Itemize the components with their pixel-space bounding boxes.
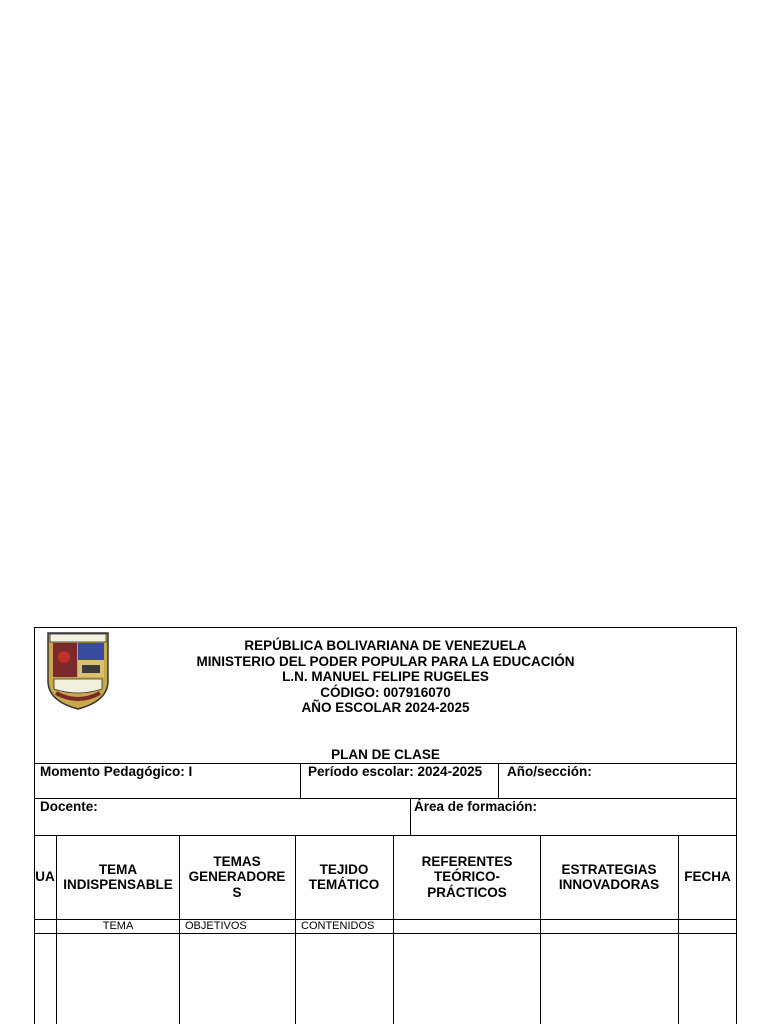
column-divider [295,835,296,1024]
divider [300,763,301,799]
header-fecha: FECHA [684,869,731,885]
subheader-objetivos: OBJETIVOS [185,920,247,932]
periodo-label: Período escolar: 2024-2025 [308,764,483,779]
header-tejido-tematico: TEJIDO TEMÁTICO [308,861,380,892]
header-line-republic: REPÚBLICA BOLIVARIANA DE VENEZUELA [244,638,527,653]
column-divider [179,835,180,1024]
border-top [34,627,737,628]
column-divider [540,835,541,1024]
header-line-year: AÑO ESCOLAR 2024-2025 [301,700,470,715]
header-temas-generadores: TEMAS GENERADORE S [188,853,286,900]
header-ua: UA [35,869,55,885]
plan-title: PLAN DE CLASE [331,747,440,762]
header-estrategias: ESTRATEGIAS INNOVADORAS [558,861,660,892]
divider [34,933,737,934]
anio-seccion-label: Año/sección: [507,764,592,779]
header-line-code: CÓDIGO: 007916070 [320,684,451,700]
divider [410,798,411,836]
header-tema-indispensable: TEMA INDISPENSABLE [63,861,173,892]
divider [34,798,737,799]
header-line-ministry: MINISTERIO DEL PODER POPULAR PARA LA EDUCACIÓN [196,653,575,669]
docente-label: Docente: [40,799,98,814]
header-referentes: REFERENTES TEÓRICO-PRÁCTICOS [421,853,513,900]
divider [498,763,499,799]
area-label: Área de formación: [414,799,538,814]
momento-label: Momento Pedagógico: I [40,764,193,779]
plan-document [34,627,737,1024]
subheader-tema: TEMA [102,920,134,932]
column-divider [393,835,394,1024]
header-line-school: L.N. MANUEL FELIPE RUGELES [282,669,489,684]
institution-header [34,638,737,716]
subheader-contenidos: CONTENIDOS [301,920,375,932]
